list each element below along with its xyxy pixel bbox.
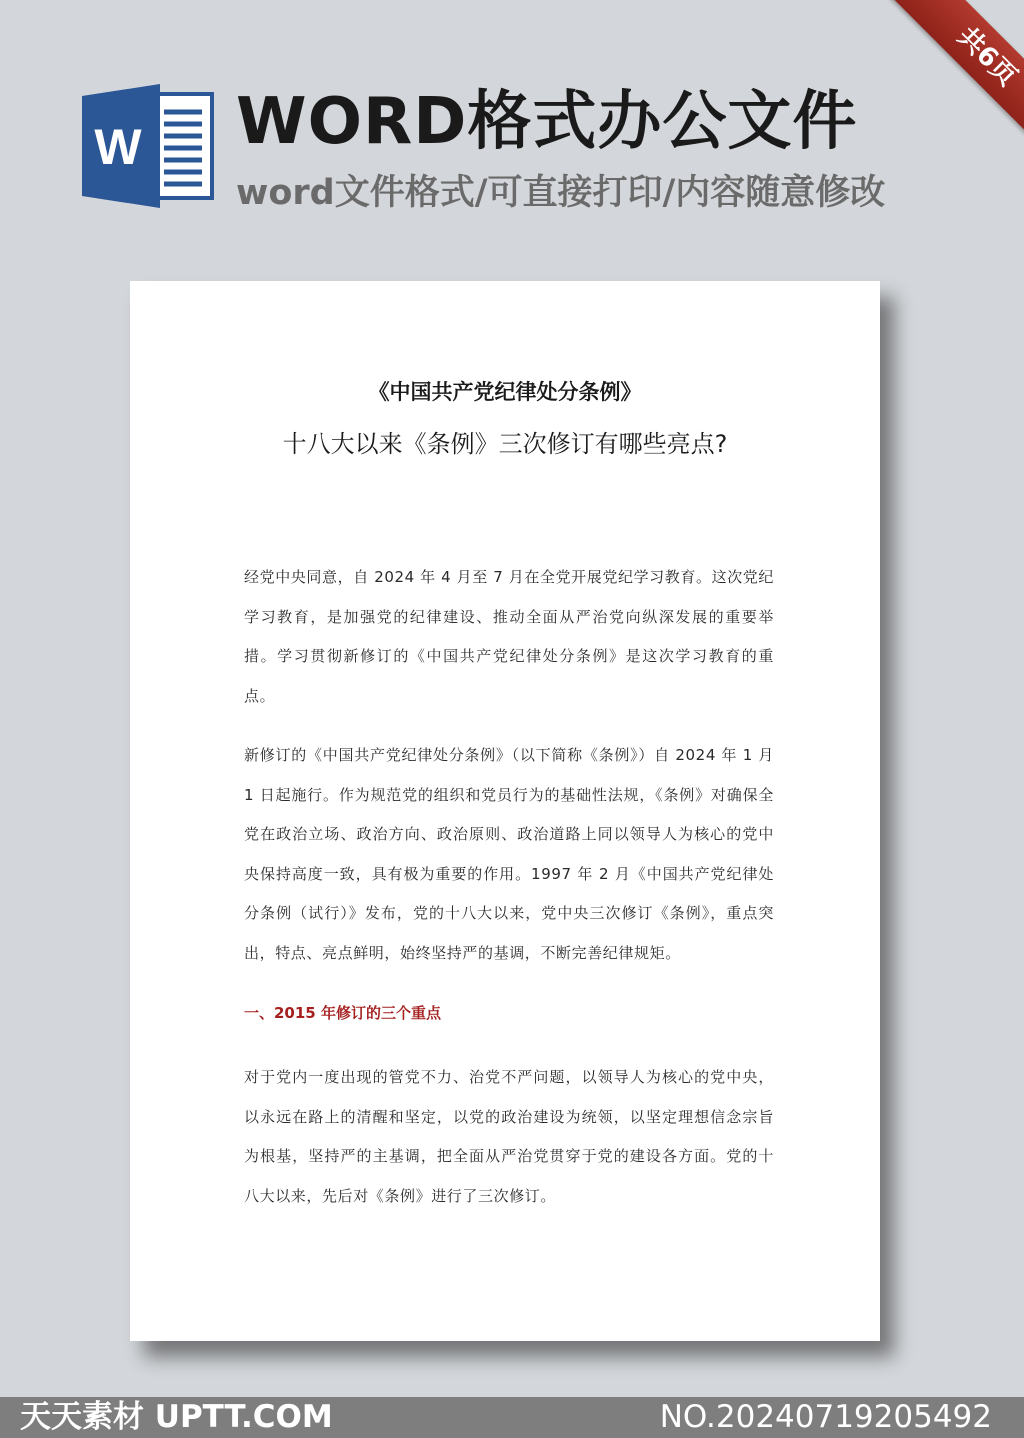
paragraph: 经党中央同意，自 2024 年 4 月至 7 月在全党开展党纪学习教育。这次党纪学习教育，是加强党的纪律建设、推动全面从严治党向纵深发展的重要举措。学习贯彻新修订的《中国共产党纪律处分条例》是这次学习教育的重点。 [244, 568, 774, 705]
header-title: WORD格式办公文件 [236, 85, 858, 159]
document-subtitle: 十八大以来《条例》三次修订有哪些亮点? [282, 430, 728, 458]
logo-letter: W [94, 119, 142, 175]
page-count-ribbon [874, 0, 1024, 150]
paragraph: 新修订的《中国共产党纪律处分条例》（以下简称《条例》）自 2024 年 1 月 1 日起施行。作为规范党的组织和党员行为的基础性法规，《条例》对确保全党在政治立场、政治方向、政治原则、政治道路上同以领导人为核心的党中央保持高度一致，具有极为重要的作用。1997 年 2 月《中国共产党纪律处分条例（试行）》发布，党的十八大以来，党中央三次修订《条例》，重点突出，特点、亮点鲜明，始终坚持严的基调，不断完善纪律规矩。 [244, 746, 774, 962]
document-title: 《中国共产党纪律处分条例》 [368, 380, 642, 404]
paragraph: 对于党内一度出现的管党不力、治党不严问题，以领导人为核心的党中央，以永远在路上的清醒和坚定，以党的政治建设为统领，以坚定理想信念宗旨为根基，坚持严的主基调，把全面从严治党贯穿于党的建设各方面。党的十八大以来，先后对《条例》进行了三次修订。 [244, 1068, 774, 1205]
document-page [130, 281, 880, 1341]
header-subtitle: word文件格式/可直接打印/内容随意修改 [236, 173, 886, 213]
footer-number: NO.20240719205492 [659, 1399, 992, 1435]
document-body [244, 558, 774, 1216]
word-logo-icon [82, 84, 214, 208]
page-count-label: 共6页 [888, 0, 1024, 150]
section-heading: 一、2015 年修订的三个重点 [244, 1004, 441, 1022]
footer-brand: 天天素材 UPTT.COM [20, 1399, 333, 1435]
footer-bar [0, 1397, 1024, 1438]
